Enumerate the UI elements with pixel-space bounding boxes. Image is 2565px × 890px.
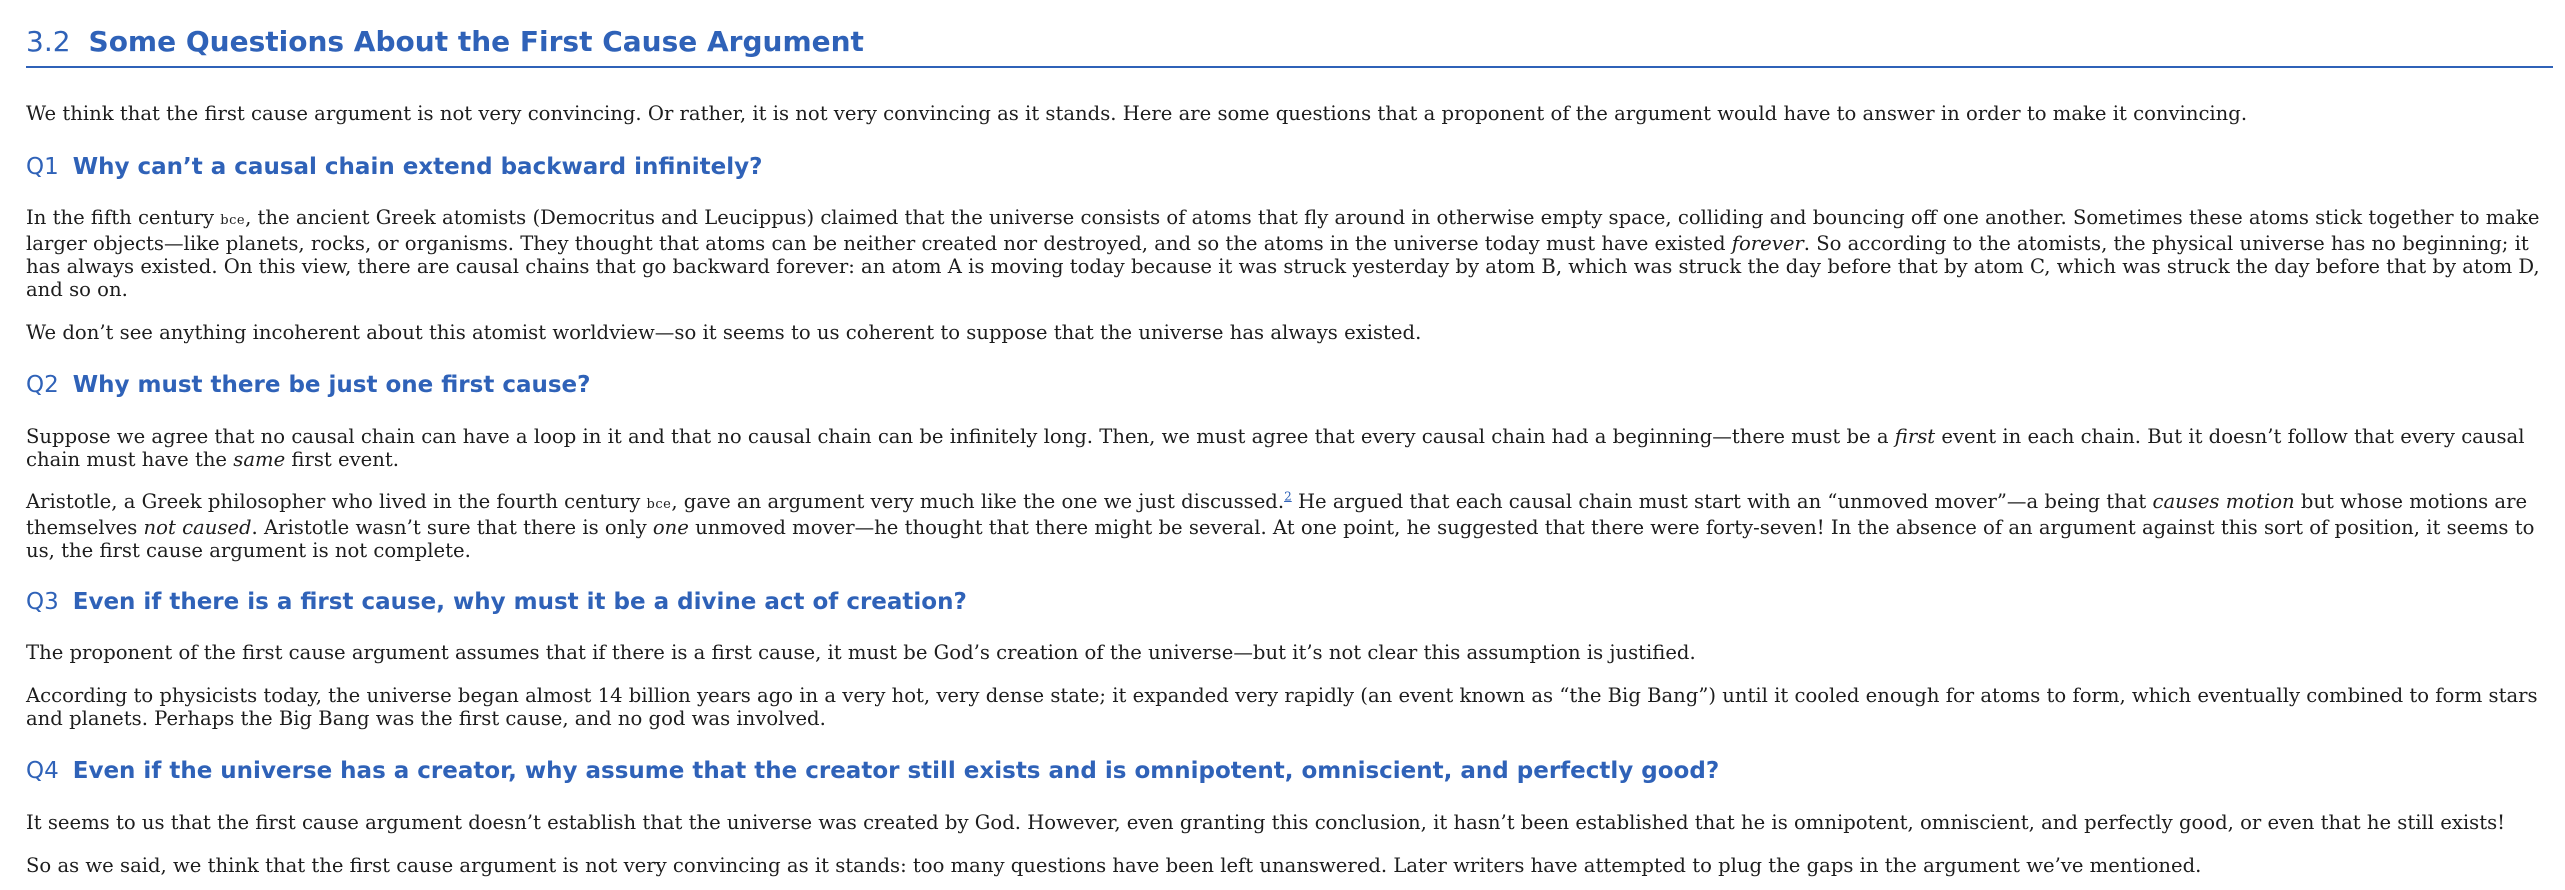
question-2-paragraph-1 [26,425,2553,471]
era-abbreviation: bce [220,213,246,228]
emphasis: one [652,516,689,539]
section-title: Some Questions About the First Cause Argument [88,25,864,58]
emphasis: not caused [143,516,252,539]
question-1-paragraph-1 [26,206,2553,301]
text-run: , gave an argument very much like the one we just discussed. [671,490,1285,513]
emphasis: same [233,448,286,471]
question-4-header [26,758,2553,784]
question-title: Even if there is a first cause, why must it be a divine act of creation? [72,589,967,615]
text-run: Aristotle, a Greek philosopher who lived in the fourth century [26,490,647,513]
text-run: unmoved mover—he thought that there might be several. At one point, he suggested that there were forty-seven! In the absence of an argument against this sort of position, it seems to us, the first cause argument is not complete. [26,516,2535,562]
text-run: event in each chain. But it doesn’t follow that every causal chain must have the [26,425,2525,471]
question-3-paragraph-2: According to physicists today, the universe began almost 14 billion years ago in a very hot, very dense state; it expanded very rapidly (an event known as “the Big Bang”) until it cooled enough for atoms to form, which eventually combined to form stars and planets. Perhaps the Big Bang was the first cause, and no god was involved. [26,684,2538,730]
question-1-paragraph-2: We don’t see anything incoherent about this atomist worldview—so it seems to us coherent to suppose that the universe has always existed. [26,321,1422,344]
era-abbreviation: bce [646,497,672,512]
text-run: first event. [285,448,399,471]
text-run: Suppose we agree that no causal chain can have a loop in it and that no causal chain can be infinitely long. Then, we must agree that every causal chain had a beginning—there must be a [26,425,1895,448]
question-title: Why must there be just one first cause? [72,372,591,398]
emphasis: forever [1731,232,1804,255]
footnote-link[interactable]: 2 [1284,489,1292,504]
question-3-header [26,589,2553,615]
question-number: Q1 [26,154,59,180]
question-number: Q4 [26,758,59,784]
emphasis: causes motion [2152,490,2295,513]
question-3-paragraph-1: The proponent of the first cause argument assumes that if there is a first cause, it must be God’s creation of the universe—but it’s not clear this assumption is justified. [26,641,1696,664]
question-number: Q2 [26,372,59,398]
text-run: He argued that each causal chain must start with an “unmoved mover”—a being that [1291,490,2153,513]
emphasis: first [1894,425,1936,448]
document-page [0,25,2565,890]
question-2-paragraph-2 [26,490,2553,562]
closing-paragraph: So as we said, we think that the first cause argument is not very convincing as it stands: too many questions have been left unanswered. Later writers have attempted to plug the gaps in the argument we’ve mentioned. [26,854,2202,877]
question-title: Even if the universe has a creator, why assume that the creator still exists and is omnipotent, omniscient, and perfectly good? [72,758,1720,784]
intro-paragraph: We think that the first cause argument is not very convincing. Or rather, it is not very convincing as it stands. Here are some questions that a proponent of the argument would have to answer in order to make it convincing. [26,102,2248,125]
question-title: Why can’t a causal chain extend backward infinitely? [72,154,763,180]
text-run: . So according to the atomists, the physical universe has no beginning; it has always existed. On this view, there are causal chains that go backward forever: an atom A is moving today because it was struck yesterday by atom B, which was struck the day before that by atom C, which was struck the day before that by atom D, and so on. [26,232,2540,301]
text-run: . Aristotle wasn’t sure that there is only [251,516,653,539]
text-run: In the fifth century [26,206,221,229]
question-4-paragraph-1: It seems to us that the first cause argument doesn’t establish that the universe was created by God. However, even granting this conclusion, it hasn’t been established that he is omnipotent, omniscient, and perfectly good, or even that he still exists! [26,811,2506,834]
question-1-header [26,154,2553,180]
text-run: but whose motions are themselves [26,490,2528,539]
text-run: , the ancient Greek atomists (Democritus and Leucippus) claimed that the universe consists of atoms that fly around in otherwise empty space, colliding and bouncing off one another. Sometimes these atoms stick together to make larger objects—like planets, rocks, or organisms. They thought that atoms can be neither created nor destroyed, and so the atoms in the universe today must have existed [26,206,2540,255]
question-2-header [26,372,2553,398]
question-number: Q3 [26,589,59,615]
section-number: 3.2 [26,25,71,58]
section-header [26,25,2553,68]
